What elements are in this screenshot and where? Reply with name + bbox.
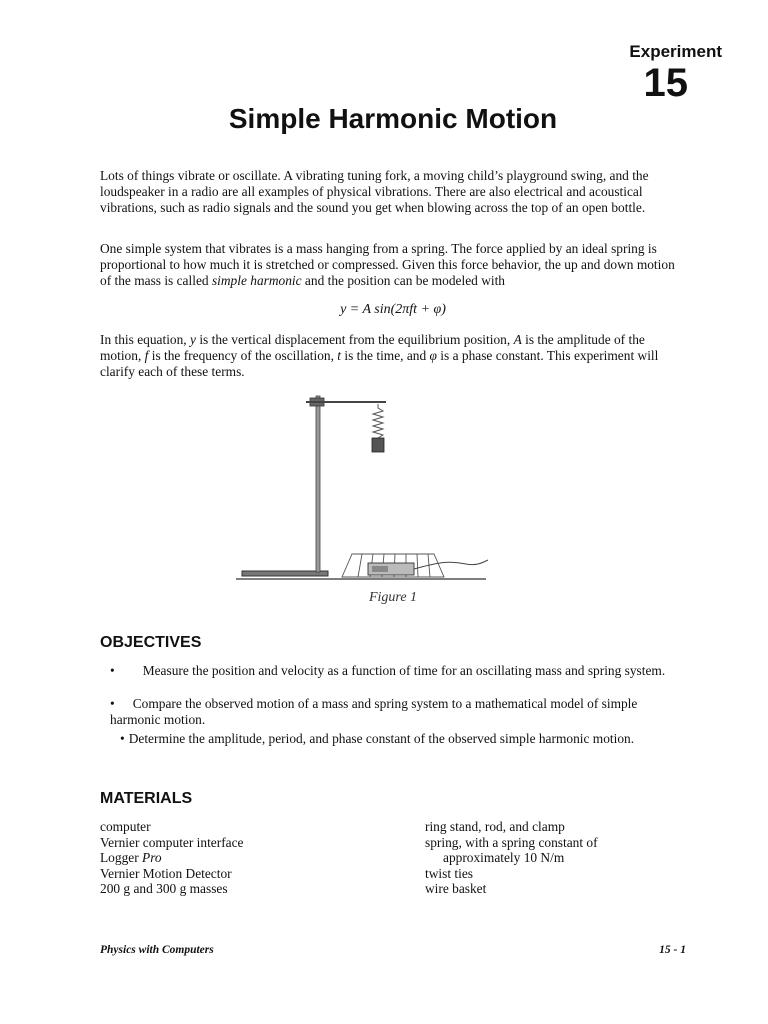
bullet: • bbox=[110, 663, 115, 678]
motion-detector-face bbox=[372, 566, 388, 572]
footer-page-number: 15 - 1 bbox=[659, 944, 686, 956]
stand-rod bbox=[316, 396, 320, 572]
emphasis-simple-harmonic: simple harmonic bbox=[211, 273, 302, 288]
equation: y = A sin(2πft + φ) bbox=[340, 302, 446, 317]
paragraph-text: is the amplitude of the motion, bbox=[100, 332, 645, 363]
material-item: Vernier computer interface bbox=[100, 834, 244, 850]
intro-paragraph-2 bbox=[100, 241, 680, 289]
paragraph-text: In this equation, bbox=[100, 332, 191, 347]
material-item: approximately 10 N/m bbox=[443, 850, 565, 865]
figure-1-illustration bbox=[236, 388, 496, 584]
material-item: computer bbox=[100, 819, 151, 834]
figure-caption: Figure 1 bbox=[368, 590, 418, 605]
page-title: Simple Harmonic Motion bbox=[228, 103, 558, 134]
objective-item bbox=[120, 731, 674, 747]
spring bbox=[373, 404, 383, 442]
var-f: f bbox=[144, 348, 149, 363]
footer-book-title: Physics with Computers bbox=[100, 944, 214, 956]
paragraph-text: One simple system that vibrates is a mass hanging from a spring. The force applied by an ideal spring is proportional to how much it is stretched or compressed. Given this force behavior, the up and down motion of the mass is called bbox=[100, 241, 675, 288]
objective-text: Compare the observed motion of a mass and spring system to a mathematical model of simple harmonic motion. bbox=[110, 696, 638, 727]
var-phi: φ bbox=[429, 348, 437, 363]
paragraph-text: is a phase constant. This experiment will clarify each of these terms. bbox=[100, 348, 659, 379]
paragraph-text: is the vertical displacement from the equilibrium position, bbox=[195, 332, 514, 347]
material-item: 200 g and 300 g masses bbox=[100, 881, 228, 896]
objectives-heading: OBJECTIVES bbox=[100, 634, 202, 651]
experiment-number: 15 bbox=[643, 61, 688, 105]
material-text-italic: Pro bbox=[142, 850, 162, 865]
material-item: Vernier Motion Detector bbox=[100, 865, 232, 881]
paragraph-text: and the position can be modeled with bbox=[301, 273, 505, 288]
materials-right-column bbox=[425, 819, 598, 897]
paragraph-text: is the time, and bbox=[341, 348, 430, 363]
material-item: wire basket bbox=[425, 881, 487, 896]
objective-text: Measure the position and velocity as a function of time for an oscillating mass and spring system. bbox=[142, 663, 666, 678]
material-item: spring, with a spring constant of bbox=[425, 834, 598, 850]
stand-base bbox=[242, 571, 328, 576]
detector-cable bbox=[414, 560, 488, 569]
intro-paragraph-3 bbox=[100, 332, 680, 380]
bullet: • bbox=[120, 731, 125, 746]
objective-item bbox=[110, 663, 680, 679]
experiment-label: Experiment bbox=[629, 42, 722, 61]
var-y: y bbox=[190, 332, 196, 347]
materials-left-column bbox=[100, 819, 244, 897]
material-text: Logger bbox=[100, 850, 143, 865]
var-A: A bbox=[513, 332, 522, 347]
hanging-mass bbox=[372, 438, 384, 452]
intro-paragraph-1: Lots of things vibrate or oscillate. A vibrating tuning fork, a moving child’s playground swing, and the loudspeaker in a radio are all examples of physical vibrations. There are also electrical and acoustical vibrations, such as radio signals and the sound you get when blowing across the top of an open bottle. bbox=[100, 168, 649, 215]
material-item bbox=[100, 850, 244, 866]
objective-text: Determine the amplitude, period, and phase constant of the observed simple harmonic motion. bbox=[128, 731, 635, 746]
material-item: twist ties bbox=[425, 865, 473, 881]
bullet: • bbox=[110, 696, 115, 711]
var-t: t bbox=[337, 348, 342, 363]
paragraph-text: is the frequency of the oscillation, bbox=[148, 348, 338, 363]
materials-heading: MATERIALS bbox=[100, 790, 193, 807]
material-item: ring stand, rod, and clamp bbox=[425, 819, 565, 834]
objective-item bbox=[110, 696, 680, 728]
